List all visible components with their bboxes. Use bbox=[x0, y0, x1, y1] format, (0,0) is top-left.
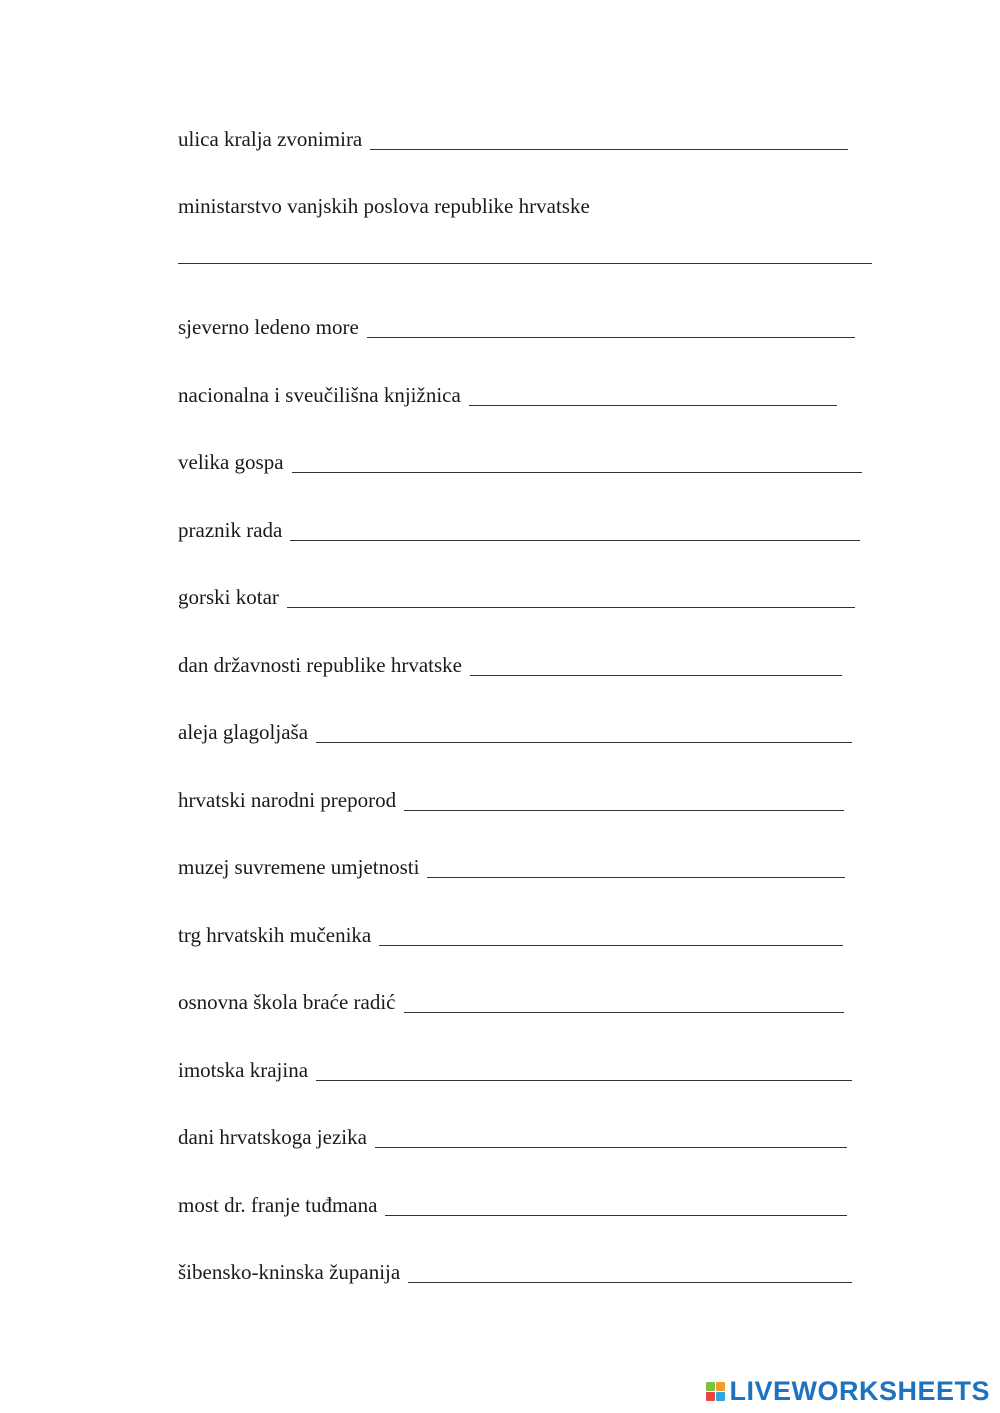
answer-input[interactable] bbox=[287, 607, 855, 608]
logo-tile-blue bbox=[716, 1392, 725, 1401]
worksheet-item bbox=[178, 505, 860, 545]
answer-input[interactable] bbox=[367, 337, 855, 338]
item-prompt: nacionalna i sveučilišna knjižnica bbox=[178, 383, 461, 407]
answer-input[interactable] bbox=[470, 675, 842, 676]
answer-input[interactable] bbox=[375, 1147, 847, 1148]
answer-input[interactable] bbox=[316, 742, 852, 743]
item-prompt: aleja glagoljaša bbox=[178, 720, 309, 744]
answer-input[interactable] bbox=[385, 1215, 847, 1216]
worksheet-item bbox=[178, 910, 843, 950]
item-prompt: muzej suvremene umjetnosti bbox=[178, 855, 420, 879]
item-prompt: osnovna škola braće radić bbox=[178, 990, 396, 1014]
answer-input[interactable] bbox=[408, 1282, 852, 1283]
answer-input[interactable] bbox=[178, 263, 872, 264]
item-prompt: trg hrvatskih mučenika bbox=[178, 923, 372, 947]
logo-tile-green bbox=[706, 1382, 715, 1391]
answer-input[interactable] bbox=[292, 472, 862, 473]
item-prompt: dani hrvatskoga jezika bbox=[178, 1125, 367, 1149]
worksheet-item bbox=[178, 775, 844, 815]
item-prompt: most dr. franje tuđmana bbox=[178, 1193, 378, 1217]
logo-text: LIVEWORKSHEETS bbox=[729, 1376, 990, 1406]
worksheet-item bbox=[178, 572, 855, 612]
answer-input[interactable] bbox=[290, 540, 860, 541]
worksheet-item bbox=[178, 707, 852, 747]
worksheet-item bbox=[178, 1180, 847, 1220]
worksheet-item bbox=[178, 302, 855, 342]
item-prompt: velika gospa bbox=[178, 450, 284, 474]
item-prompt: imotska krajina bbox=[178, 1058, 309, 1082]
worksheet-item bbox=[178, 181, 590, 221]
liveworksheets-logo[interactable] bbox=[706, 1376, 990, 1407]
item-prompt: ministarstvo vanjskih poslova republike hrvatske bbox=[178, 194, 590, 218]
worksheet-item bbox=[178, 114, 848, 154]
worksheet-item bbox=[178, 842, 845, 882]
logo-tile-red bbox=[706, 1392, 715, 1401]
worksheet-item bbox=[178, 1247, 852, 1287]
item-prompt: sjeverno ledeno more bbox=[178, 315, 359, 339]
answer-input[interactable] bbox=[404, 810, 844, 811]
item-prompt: praznik rada bbox=[178, 518, 283, 542]
item-prompt: šibensko-kninska županija bbox=[178, 1260, 401, 1284]
liveworksheets-logo-icon bbox=[706, 1382, 725, 1401]
worksheet-item bbox=[178, 370, 837, 410]
answer-input[interactable] bbox=[404, 1012, 844, 1013]
item-prompt: hrvatski narodni preporod bbox=[178, 788, 397, 812]
answer-input[interactable] bbox=[370, 149, 848, 150]
worksheet-item bbox=[178, 1112, 847, 1152]
answer-input[interactable] bbox=[469, 405, 837, 406]
worksheet-item bbox=[178, 437, 862, 477]
answer-input[interactable] bbox=[379, 945, 843, 946]
answer-input[interactable] bbox=[427, 877, 845, 878]
item-prompt: gorski kotar bbox=[178, 585, 279, 609]
answer-input[interactable] bbox=[316, 1080, 852, 1081]
logo-tile-orange bbox=[716, 1382, 725, 1391]
worksheet-item bbox=[178, 640, 842, 680]
worksheet-item bbox=[178, 977, 844, 1017]
item-prompt: ulica kralja zvonimira bbox=[178, 127, 363, 151]
worksheet-item bbox=[178, 1045, 852, 1085]
item-prompt: dan državnosti republike hrvatske bbox=[178, 653, 462, 677]
